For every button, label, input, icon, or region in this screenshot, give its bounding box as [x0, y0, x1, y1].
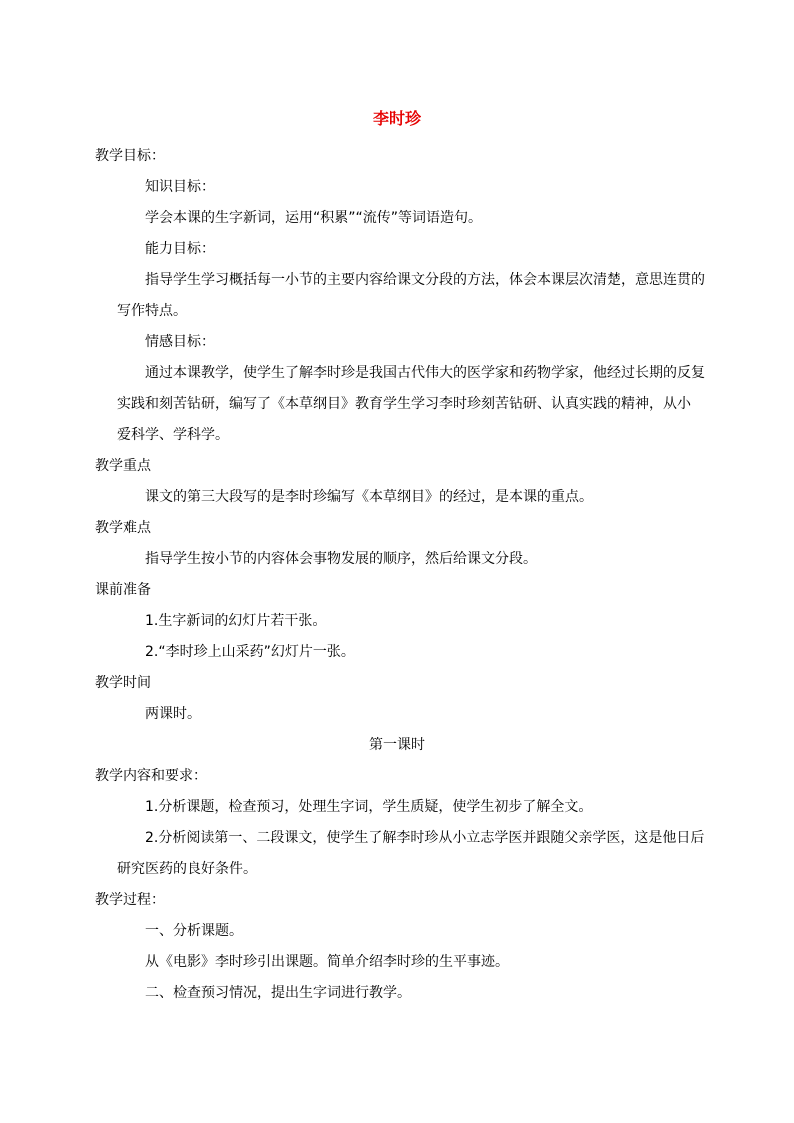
paragraph-line: 二、检查预习情况，提出生字词进行教学。: [145, 985, 411, 1001]
paragraph-line: 指导学生按小节的内容体会事物发展的顺序，然后给课文分段。: [145, 551, 537, 567]
subheading-emotion-goals: 情感目标：: [145, 334, 215, 350]
paragraph-line: 爱科学、学科学。: [117, 427, 229, 443]
heading-content-requirements: 教学内容和要求：: [95, 768, 207, 784]
paragraph-line: 研究医药的良好条件。: [117, 861, 257, 877]
paragraph-line: 写作特点。: [117, 303, 187, 319]
section-title-first-lesson: 第一课时: [369, 737, 425, 753]
document-title: 李时珍: [372, 109, 421, 128]
list-item: 1.分析课题，检查预习，处理生字词，学生质疑，使学生初步了解全文。: [145, 799, 593, 815]
paragraph-line: 一、分析课题。: [145, 923, 243, 939]
paragraph-line: 通过本课教学，使学生了解李时珍是我国古代伟大的医学家和药物学家，他经过长期的反复: [145, 365, 705, 381]
subheading-ability-goals: 能力目标：: [145, 241, 215, 257]
paragraph-line: 实践和刻苦钻研，编写了《本草纲目》教育学生学习李时珍刻苦钻研、认真实践的精神，从小: [117, 396, 691, 412]
heading-preparation: 课前准备: [95, 582, 151, 598]
paragraph-line: 两课时。: [145, 706, 201, 722]
paragraph-line: 学会本课的生字新词，运用“积累”“流传”等词语造句。: [145, 210, 483, 226]
subheading-knowledge-goals: 知识目标：: [145, 179, 215, 195]
paragraph-line: 课文的第三大段写的是李时珍编写《本草纲目》的经过，是本课的重点。: [145, 489, 593, 505]
paragraph-line: 指导学生学习概括每一小节的主要内容给课文分段的方法，体会本课层次清楚，意思连贯的: [145, 272, 705, 288]
heading-teaching-process: 教学过程：: [95, 892, 165, 908]
list-item: 1.生字新词的幻灯片若干张。: [145, 613, 327, 629]
list-item: 2.“李时珍上山采药”幻灯片一张。: [145, 644, 355, 660]
heading-key-points: 教学重点: [95, 458, 151, 474]
heading-difficulties: 教学难点: [95, 520, 151, 536]
list-item: 2.分析阅读第一、二段课文，使学生了解李时珍从小立志学医并跟随父亲学医，这是他日后: [145, 830, 705, 846]
paragraph-line: 从《电影》李时珍引出课题。简单介绍李时珍的生平事迹。: [145, 954, 509, 970]
heading-teaching-time: 教学时间: [95, 675, 151, 691]
heading-teaching-goals: 教学目标：: [95, 148, 165, 164]
